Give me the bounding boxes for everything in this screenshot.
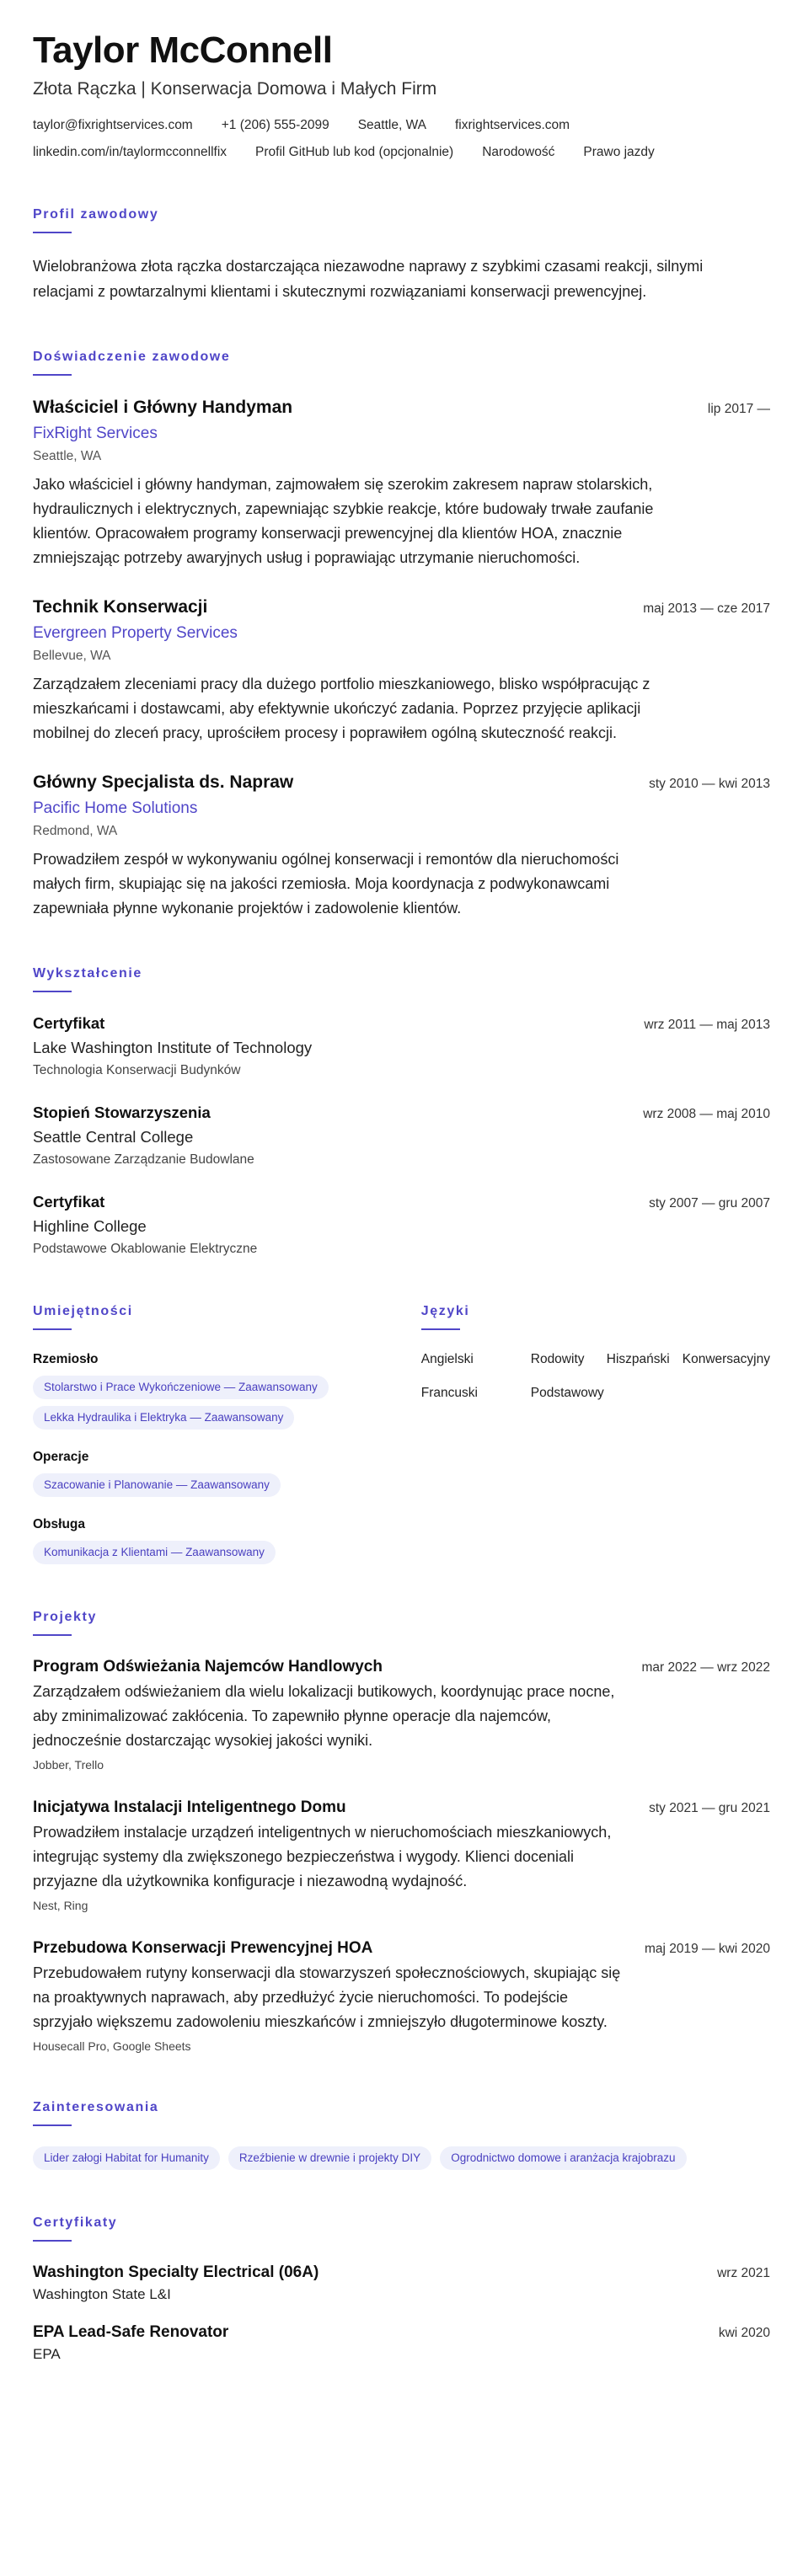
certification-name: EPA Lead-Safe Renovator xyxy=(33,2323,229,2341)
section-divider xyxy=(33,374,72,376)
project-dates: maj 2019 — kwi 2020 xyxy=(644,1942,770,1956)
job-company: Evergreen Property Services xyxy=(33,624,238,642)
project-description: Zarządzałem odświeżaniem dla wielu lokalizacji butikowych, koordynując prace nocne, aby zminimalizować zakłócenia. To zapewniło płynne operacje dla najemców, jednocześnie dostarczając wysokiej jakości wyniki. xyxy=(33,1683,615,1749)
interest-tag: Lider załogi Habitat for Humanity xyxy=(33,2146,220,2170)
project-entry xyxy=(33,1797,770,1914)
job-dates: sty 2010 — kwi 2013 xyxy=(649,777,770,791)
experience-section xyxy=(33,348,770,921)
education-dates: wrz 2011 — maj 2013 xyxy=(644,1018,770,1032)
projects-section xyxy=(33,1608,770,2055)
languages-list xyxy=(421,1350,770,1403)
skills-languages-section xyxy=(33,1302,770,1564)
experience-entry xyxy=(33,596,770,746)
language-level: Podstawowy xyxy=(530,1386,604,1400)
section-title: Doświadczenie zawodowe xyxy=(33,350,231,364)
section-title: Języki xyxy=(420,1304,470,1318)
education-field: Technologia Konserwacji Budynków xyxy=(33,1063,241,1077)
job-title: Technik Konserwacji xyxy=(33,597,208,617)
resume-header xyxy=(33,29,770,162)
project-description: Prowadziłem instalacje urządzeń inteligentnych w nieruchomościach mieszkaniowych, integrując systemy dla zwiększonego bezpieczeństwa i wygody. Klienci doceniali przyjazne dla użytkownika konfiguracje i niezawodną wydajność. xyxy=(33,1824,612,1889)
education-school: Highline College xyxy=(33,1217,147,1235)
contact-drivers-license: Prawo jazdy xyxy=(583,145,655,159)
project-name: Program Odświeżania Najemców Handlowych xyxy=(33,1658,383,1675)
education-degree: Stopień Stowarzyszenia xyxy=(33,1104,211,1121)
section-divider xyxy=(33,991,72,992)
project-tools: Jobber, Trello xyxy=(33,1758,104,1772)
education-degree: Certyfikat xyxy=(33,1193,105,1211)
section-divider xyxy=(33,232,72,233)
skill-group-name: Rzemiosło xyxy=(33,1352,99,1366)
skills-column xyxy=(33,1302,421,1564)
job-title: Główny Specjalista ds. Napraw xyxy=(33,772,294,792)
skill-group-name: Obsługa xyxy=(33,1517,86,1531)
certification-issuer: Washington State L&I xyxy=(33,2286,171,2302)
education-school: Seattle Central College xyxy=(33,1128,194,1146)
project-name: Przebudowa Konserwacji Prewencyjnej HOA xyxy=(33,1939,373,1957)
education-dates: wrz 2008 — maj 2010 xyxy=(643,1107,770,1121)
contact-email[interactable]: taylor@fixrightservices.com xyxy=(33,118,193,132)
summary-section xyxy=(33,206,770,304)
interests-list xyxy=(33,2146,770,2170)
certification-entry xyxy=(33,2262,770,2305)
education-entry xyxy=(33,1102,770,1169)
education-entry xyxy=(33,1013,770,1080)
interests-section xyxy=(33,2098,770,2170)
section-divider xyxy=(33,2240,72,2242)
education-entry xyxy=(33,1191,770,1259)
interest-tag: Rzeźbienie w drewnie i projekty DIY xyxy=(228,2146,431,2170)
section-divider xyxy=(33,1328,72,1330)
certification-name: Washington Specialty Electrical (06A) xyxy=(33,2263,319,2281)
contact-nationality: Narodowość xyxy=(482,145,555,159)
section-title: Projekty xyxy=(33,1610,97,1624)
contact-website[interactable]: fixrightservices.com xyxy=(454,118,570,132)
section-title: Umiejętności xyxy=(33,1304,133,1318)
skill-group xyxy=(33,1350,421,1430)
section-divider xyxy=(421,1328,460,1330)
skill-tag: Lekka Hydraulika i Elektryka — Zaawansowany xyxy=(33,1406,294,1430)
project-dates: mar 2022 — wrz 2022 xyxy=(641,1660,770,1675)
skill-group xyxy=(33,1448,421,1497)
education-field: Podstawowe Okablowanie Elektryczne xyxy=(33,1242,258,1256)
section-title: Profil zawodowy xyxy=(33,207,159,222)
certification-entry xyxy=(33,2322,770,2365)
interest-tag: Ogrodnictwo domowe i aranżacja krajobrazu xyxy=(440,2146,686,2170)
certification-issuer: EPA xyxy=(33,2346,61,2362)
job-title: Właściciel i Główny Handyman xyxy=(33,398,293,417)
job-location: Seattle, WA xyxy=(33,449,102,463)
languages-column xyxy=(421,1302,770,1564)
section-title: Wykształcenie xyxy=(33,966,142,981)
skill-group xyxy=(33,1515,421,1564)
skill-group-name: Operacje xyxy=(33,1450,89,1464)
project-tools: Nest, Ring xyxy=(33,1899,88,1912)
contact-list xyxy=(33,116,770,162)
project-tools: Housecall Pro, Google Sheets xyxy=(33,2039,191,2053)
project-entry xyxy=(33,1937,770,2055)
job-dates: maj 2013 — cze 2017 xyxy=(643,601,770,616)
contact-github[interactable]: Profil GitHub lub kod (opcjonalnie) xyxy=(255,145,454,159)
language-name: Angielski xyxy=(420,1352,474,1366)
job-company: Pacific Home Solutions xyxy=(33,799,198,817)
section-divider xyxy=(33,1634,72,1636)
language-name: Francuski xyxy=(420,1386,478,1400)
certification-date: kwi 2020 xyxy=(718,2326,770,2340)
job-company: FixRight Services xyxy=(33,425,158,442)
experience-entry xyxy=(33,771,770,921)
certification-date: wrz 2021 xyxy=(717,2266,770,2280)
contact-location: Seattle, WA xyxy=(357,118,426,132)
summary-text: Wielobranżowa złota rączka dostarczająca niezawodne naprawy z szybkimi czasami reakcji, silnymi relacjami z powtarzalnymi klientami i skutecznymi rozwiązaniami konserwacji prewencyjnej. xyxy=(33,258,704,300)
job-location: Bellevue, WA xyxy=(33,649,111,663)
section-title: Zainteresowania xyxy=(33,2100,159,2114)
contact-linkedin[interactable]: linkedin.com/in/taylormcconnellfix xyxy=(33,145,228,159)
language-name: Hiszpański xyxy=(606,1352,670,1366)
experience-entry xyxy=(33,396,770,570)
project-name: Inicjatywa Instalacji Inteligentnego Domu xyxy=(33,1798,346,1816)
language-level: Konwersacyjny xyxy=(682,1352,770,1366)
project-entry xyxy=(33,1656,770,1773)
contact-phone[interactable]: +1 (206) 555-2099 xyxy=(221,118,329,132)
education-field: Zastosowane Zarządzanie Budowlane xyxy=(33,1152,254,1167)
education-section xyxy=(33,965,770,1259)
section-divider xyxy=(33,2124,72,2126)
certifications-section xyxy=(33,2214,770,2365)
job-location: Redmond, WA xyxy=(33,824,118,838)
job-description: Jako właściciel i główny handyman, zajmowałem się szerokim zakresem napraw stolarskich, hydraulicznych i elektrycznych, zapewniając szybkie reakcje, które budowały trwałe zaufanie klientów. Opracowałem programy konserwacji prewencyjnej dla klientów HOA, znacznie zmniejszając potrzeby awaryjnych usług i poprawiając utrzymanie nieruchomości. xyxy=(33,476,654,566)
section-title: Certyfikaty xyxy=(33,2215,118,2230)
education-school: Lake Washington Institute of Technology xyxy=(33,1039,313,1056)
skill-tag: Szacowanie i Planowanie — Zaawansowany xyxy=(33,1473,281,1497)
skill-tag: Komunikacja z Klientami — Zaawansowany xyxy=(33,1541,276,1564)
candidate-headline: Złota Rączka | Konserwacja Domowa i Małych Firm xyxy=(33,79,437,99)
job-description: Prowadziłem zespół w wykonywaniu ogólnej konserwacji i remontów dla nieruchomości małych firm, skupiając się na jakości rzemiosła. Moja koordynacja z podwykonawcami zapewniała płynne wykonanie projektów i zadowolenie klientów. xyxy=(33,851,619,917)
project-description: Przebudowałem rutyny konserwacji dla stowarzyszeń społecznościowych, skupiając się na proaktywnych naprawach, aby przedłużyć życie nieruchomości. To podejście sprzyjało większemu zadowoleniu mieszkańców i zmniejszyło długoterminowe koszty. xyxy=(33,1964,621,2030)
job-dates: lip 2017 — xyxy=(707,402,770,416)
job-description: Zarządzałem zleceniami pracy dla dużego portfolio mieszkaniowego, blisko współpracując z mieszkańcami i dostawcami, aby efektywnie ukończyć zadania. Poprzez przyjęcie aplikacji mobilnej do zleceń pracy, uprościłem procesy i poprawiłem ogólną skuteczność reakcji. xyxy=(33,676,650,741)
skill-tag: Stolarstwo i Prace Wykończeniowe — Zaawansowany xyxy=(33,1376,329,1399)
education-dates: sty 2007 — gru 2007 xyxy=(649,1196,770,1211)
project-dates: sty 2021 — gru 2021 xyxy=(649,1801,770,1815)
candidate-name: Taylor McConnell xyxy=(33,29,333,71)
education-degree: Certyfikat xyxy=(33,1014,105,1032)
language-level: Rodowity xyxy=(530,1352,585,1366)
